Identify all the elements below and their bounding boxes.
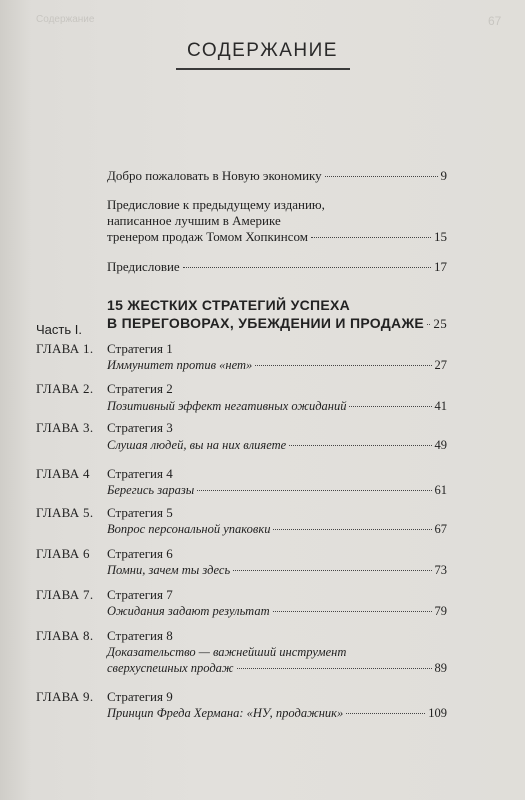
part-page: 25 (433, 316, 447, 331)
leader-dots (183, 267, 431, 268)
chapter-title: Стратегия 4 (107, 466, 173, 481)
chapter-title: Стратегия 1 (107, 341, 173, 356)
leader-dots (273, 611, 432, 612)
toc-entry-foreword-previous (107, 229, 447, 245)
chapter-title: Стратегия 2 (107, 381, 173, 396)
leader-dots (311, 237, 431, 238)
chapter-subtitle-row (107, 660, 447, 676)
entry-text: Добро пожаловать в Новую экономику (107, 168, 322, 183)
entry-page: 9 (440, 168, 447, 183)
toc-title-underline (176, 68, 350, 70)
toc-entry-preface (107, 259, 447, 275)
chapter-page: 89 (434, 661, 447, 675)
chapter-page: 61 (434, 483, 447, 497)
chapter-label: ГЛАВА 5. (36, 505, 94, 520)
leader-dots (197, 490, 431, 491)
leader-dots (273, 529, 431, 530)
chapter-title: Стратегия 3 (107, 420, 173, 435)
show-through-running-head: Содержание (36, 14, 95, 25)
leader-dots (233, 570, 431, 571)
chapter-page: 41 (434, 399, 447, 413)
entry-text: Предисловие (107, 259, 180, 274)
chapter-subtitle-row (107, 357, 447, 373)
chapter-page: 27 (434, 358, 447, 372)
chapter-title: Стратегия 9 (107, 689, 173, 704)
chapter-label: ГЛАВА 3. (36, 420, 94, 435)
chapter-subtitle-row (107, 437, 447, 453)
chapter-subtitle-row (107, 521, 447, 537)
entry-page: 15 (434, 229, 447, 244)
chapter-subtitle-row (107, 482, 447, 498)
chapter-subtitle-row (107, 603, 447, 619)
chapter-subtitle: Берегись заразы (107, 483, 195, 497)
leader-dots (255, 365, 431, 366)
chapter-page: 109 (428, 706, 447, 720)
part-title (107, 296, 447, 333)
chapter-subtitle: Иммунитет против «нет» (107, 358, 253, 372)
chapter-subtitle-line1: Доказательство — важнейший инструмент (107, 645, 347, 659)
chapter-page: 49 (434, 438, 447, 452)
show-through-page-number: 67 (488, 14, 502, 28)
chapter-subtitle: сверхуспешных продаж (107, 661, 234, 675)
chapter-subtitle-row (107, 562, 447, 578)
toc-title: СОДЕРЖАНИЕ (187, 40, 338, 61)
chapter-label: ГЛАВА 2. (36, 381, 94, 396)
leader-dots (289, 445, 431, 446)
leader-dots (346, 713, 425, 714)
entry-text: тренером продаж Томом Хопкинсом (107, 229, 308, 244)
part-title-line2: В ПЕРЕГОВОРАХ, УБЕЖДЕНИИ И ПРОДАЖЕ (107, 315, 425, 331)
leader-dots (325, 176, 438, 177)
part-title-line1: 15 ЖЕСТКИХ СТРАТЕГИЙ УСПЕХА (107, 297, 351, 313)
chapter-label: ГЛАВА 1. (36, 341, 94, 356)
entry-page: 17 (434, 259, 447, 274)
chapter-label: ГЛАВА 4 (36, 466, 90, 481)
toc-entry-welcome (107, 168, 447, 184)
part-label: Часть I. (36, 322, 82, 337)
chapter-subtitle: Вопрос персональной упаковки (107, 522, 271, 536)
chapter-title: Стратегия 5 (107, 505, 173, 520)
leader-dots (349, 406, 431, 407)
toc-entry-foreword-previous-line1: Предисловие к предыдущему изданию, (107, 197, 325, 212)
chapter-subtitle-row (107, 705, 447, 721)
chapter-title: Стратегия 8 (107, 628, 173, 643)
leader-dots (237, 668, 432, 669)
chapter-subtitle: Слушая людей, вы на них влияете (107, 438, 287, 452)
chapter-label: ГЛАВА 9. (36, 689, 94, 704)
chapter-subtitle: Помни, зачем ты здесь (107, 563, 231, 577)
leader-dots (427, 324, 430, 325)
chapter-subtitle: Принцип Фреда Хермана: «НУ, продажник» (107, 706, 344, 720)
chapter-label: ГЛАВА 6 (36, 546, 90, 561)
toc-entry-foreword-previous-line2: написанное лучшим в Америке (107, 213, 281, 228)
chapter-subtitle: Позитивный эффект негативных ожиданий (107, 399, 347, 413)
chapter-title: Стратегия 6 (107, 546, 173, 561)
chapter-subtitle: Ожидания задают результат (107, 604, 270, 618)
chapter-page: 79 (434, 604, 447, 618)
chapter-subtitle-row (107, 398, 447, 414)
chapter-page: 67 (434, 522, 447, 536)
part-title-line2-row (107, 314, 447, 333)
chapter-page: 73 (434, 563, 447, 577)
chapter-label: ГЛАВА 8. (36, 628, 94, 643)
chapter-title: Стратегия 7 (107, 587, 173, 602)
chapter-label: ГЛАВА 7. (36, 587, 94, 602)
